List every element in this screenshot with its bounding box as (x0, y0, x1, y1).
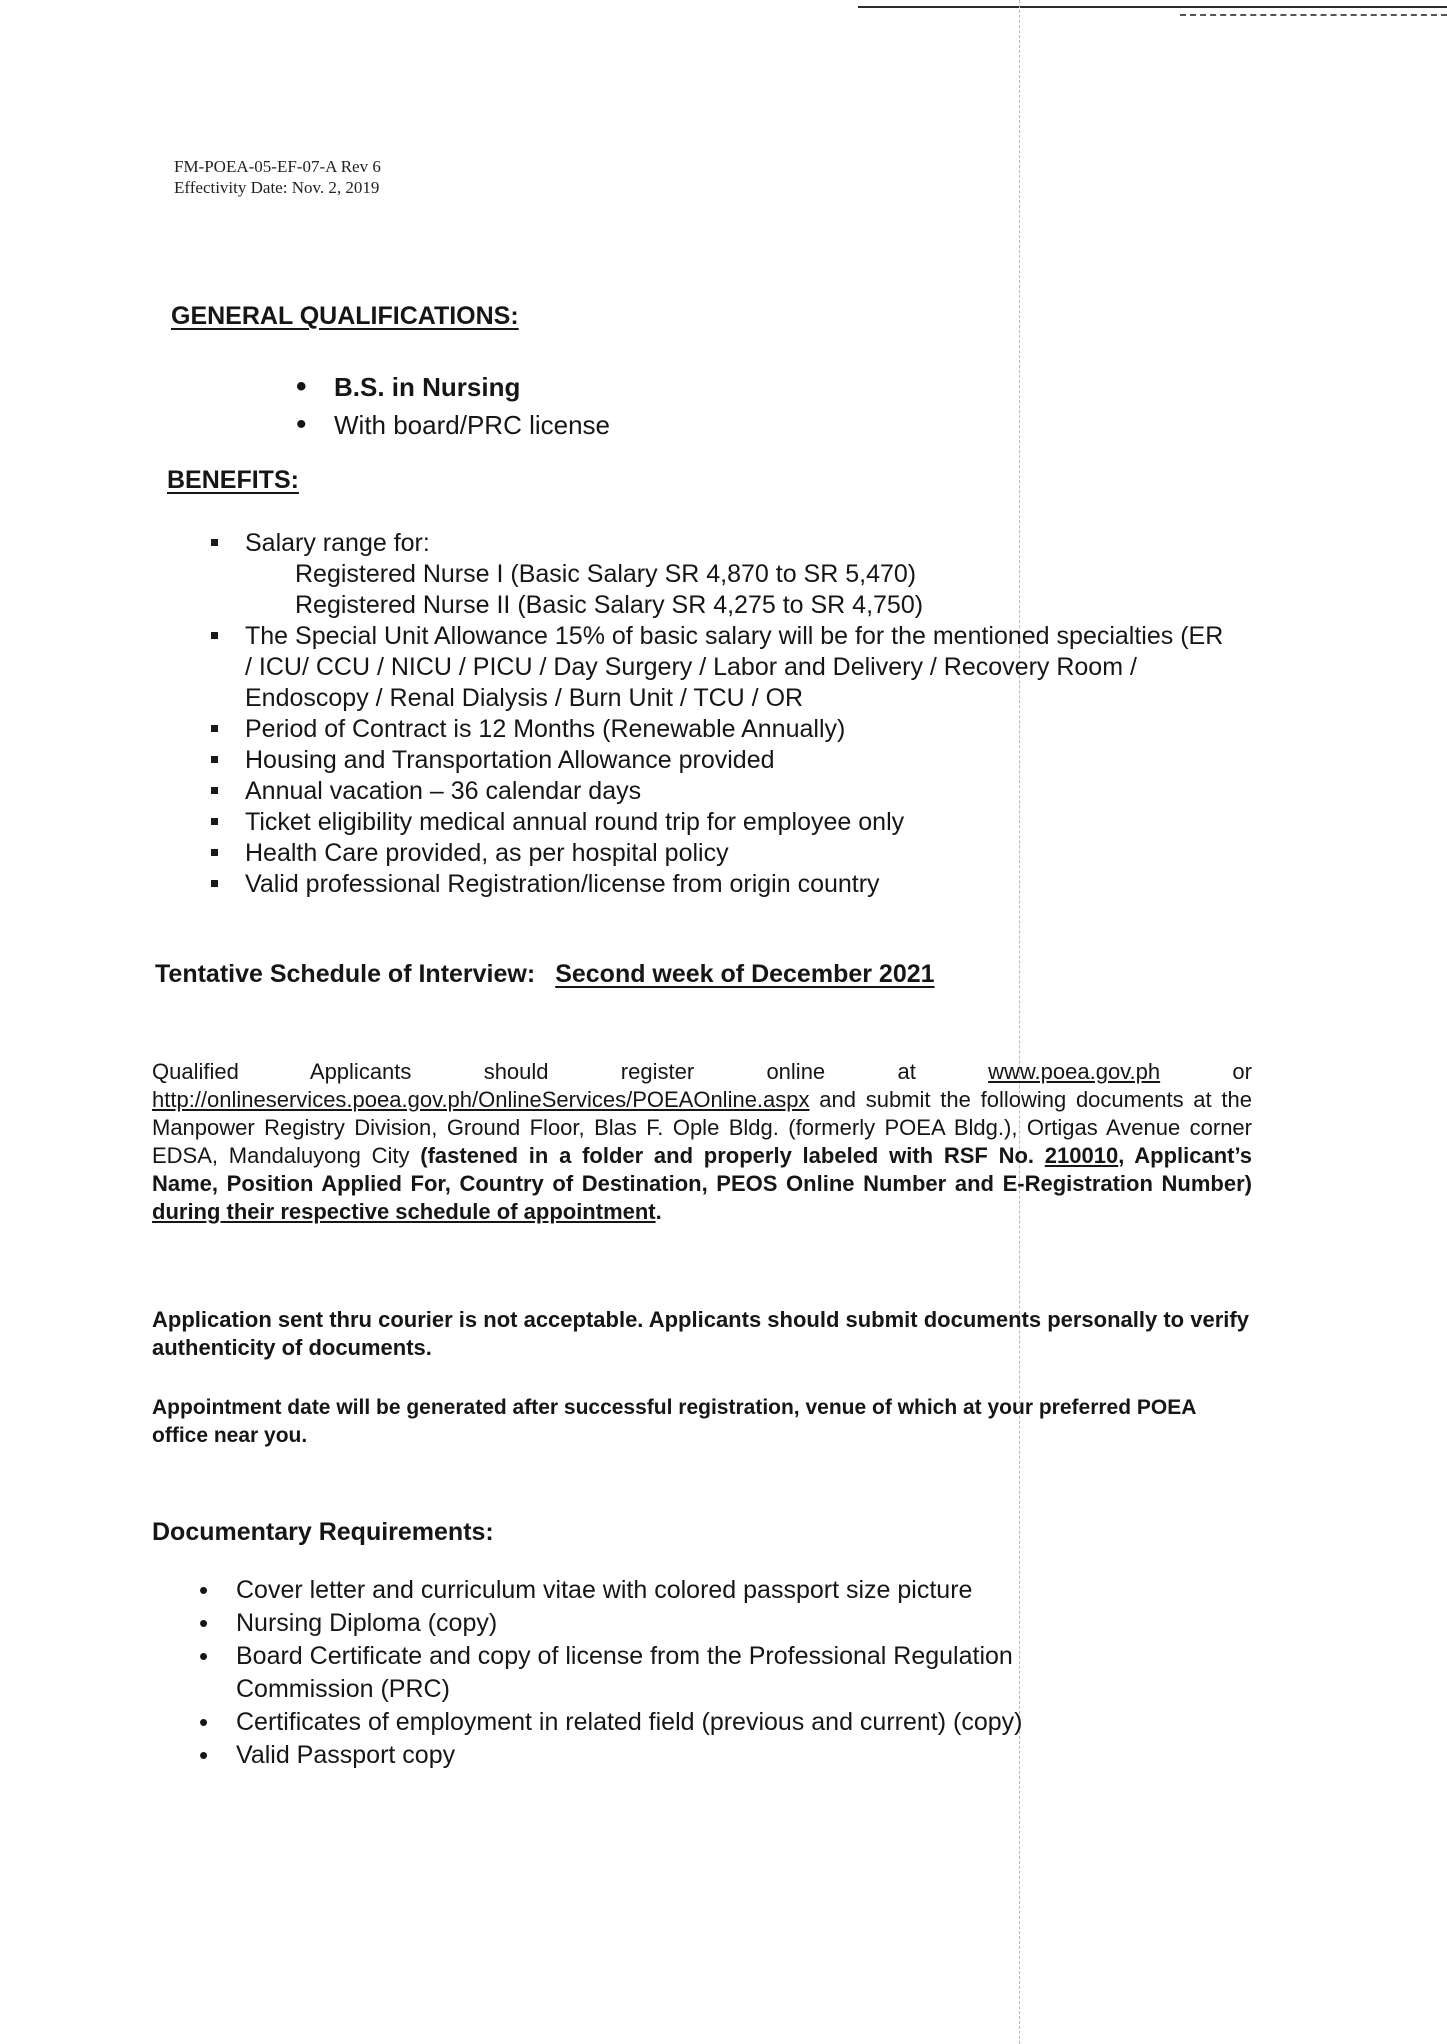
list-item: • B.S. in Nursing (296, 368, 610, 406)
registration-paragraph (152, 1058, 1252, 1226)
documentary-requirements-heading: Documentary Requirements: (152, 1518, 494, 1546)
list-item: • Nursing Diploma (copy) (193, 1607, 1136, 1640)
benefits-list (205, 528, 1265, 900)
scan-top-rule (858, 6, 1447, 8)
benefit-item: Housing and Transportation Allowance provided (205, 745, 1265, 776)
benefit-item: Valid professional Registration/license from origin country (205, 869, 1265, 900)
list-item: • Valid Passport copy (193, 1739, 1136, 1772)
salary-rn1: Registered Nurse I (Basic Salary SR 4,870 to SR 5,470) (295, 560, 917, 588)
list-item: • Board Certificate and copy of license from the Professional Regulation Commission (PRC) (193, 1640, 1136, 1706)
benefit-item: Annual vacation – 36 calendar days (205, 776, 1265, 807)
registration-end: . (655, 1199, 662, 1224)
list-item: • Certificates of employment in related field (previous and current) (copy) (193, 1706, 1136, 1739)
interview-schedule (155, 960, 935, 989)
registration-label-details: , Applicant’s Name, Position Applied For, Country of Destination, PEOS Online Number and E-Registration Number) (152, 1143, 1253, 1196)
online-services-link[interactable]: http://onlineservices.poea.gov.ph/OnlineServices/POEAOnline.aspx (152, 1087, 810, 1112)
benefit-item: Period of Contract is 12 Months (Renewable Annually) (205, 714, 1265, 745)
effectivity-date: Effectivity Date: Nov. 2, 2019 (174, 178, 380, 197)
form-code-block (174, 156, 381, 198)
benefit-item: Ticket eligibility medical annual round trip for employee only (205, 807, 1265, 838)
benefit-item: Health Care provided, as per hospital policy (205, 838, 1265, 869)
benefit-item: The Special Unit Allowance 15% of basic salary will be for the mentioned specialties (ER / ICU/ CCU / NICU / PICU / Day Surgery / Labor and Delivery / Recovery Room / Endoscopy / Renal Dialysis / Burn Unit / TCU / OR (205, 621, 1235, 714)
general-qualifications-heading: GENERAL QUALIFICATIONS: (171, 302, 519, 330)
documents-list (193, 1574, 1136, 1772)
benefit-salary-intro: Salary range for: (205, 528, 1265, 559)
registration-lead: Qualified Applicants should register online at (152, 1059, 989, 1084)
poea-website-link[interactable]: www.poea.gov.ph (988, 1059, 1161, 1084)
registration-appointment-note: during their respective schedule of appointment (152, 1199, 656, 1224)
appointment-notice: Appointment date will be generated after successful registration, venue of which at your preferred POEA office near you. (152, 1396, 1196, 1447)
courier-notice: Application sent thru courier is not acceptable. Applicants should submit documents personally to verify authenticity of documents. (152, 1307, 1249, 1360)
qualifications-list (296, 368, 610, 444)
form-code: FM-POEA-05-EF-07-A Rev 6 (174, 157, 381, 176)
registration-folder-note: (fastened in a folder and properly labeled with RSF No. (420, 1143, 1045, 1168)
schedule-label: Tentative Schedule of Interview: (155, 960, 536, 988)
benefits-heading: BENEFITS: (167, 466, 299, 494)
scan-top-dashes (1180, 14, 1447, 16)
schedule-value: Second week of December 2021 (555, 960, 935, 988)
registration-or: or (1160, 1059, 1252, 1084)
registration-address: and submit the following documents at the Manpower Registry Division, Ground Floor, Blas F. Ople Bldg. (formerly POEA Bldg.), Ortigas Avenue corner EDSA, Mandaluyong City (152, 1087, 1252, 1168)
list-item: • With board/PRC license (296, 406, 610, 444)
salary-rn2: Registered Nurse II (Basic Salary SR 4,275 to SR 4,750) (295, 591, 924, 619)
rsf-number: 210010 (1044, 1143, 1119, 1168)
list-item: • Cover letter and curriculum vitae with colored passport size picture (193, 1574, 1136, 1607)
